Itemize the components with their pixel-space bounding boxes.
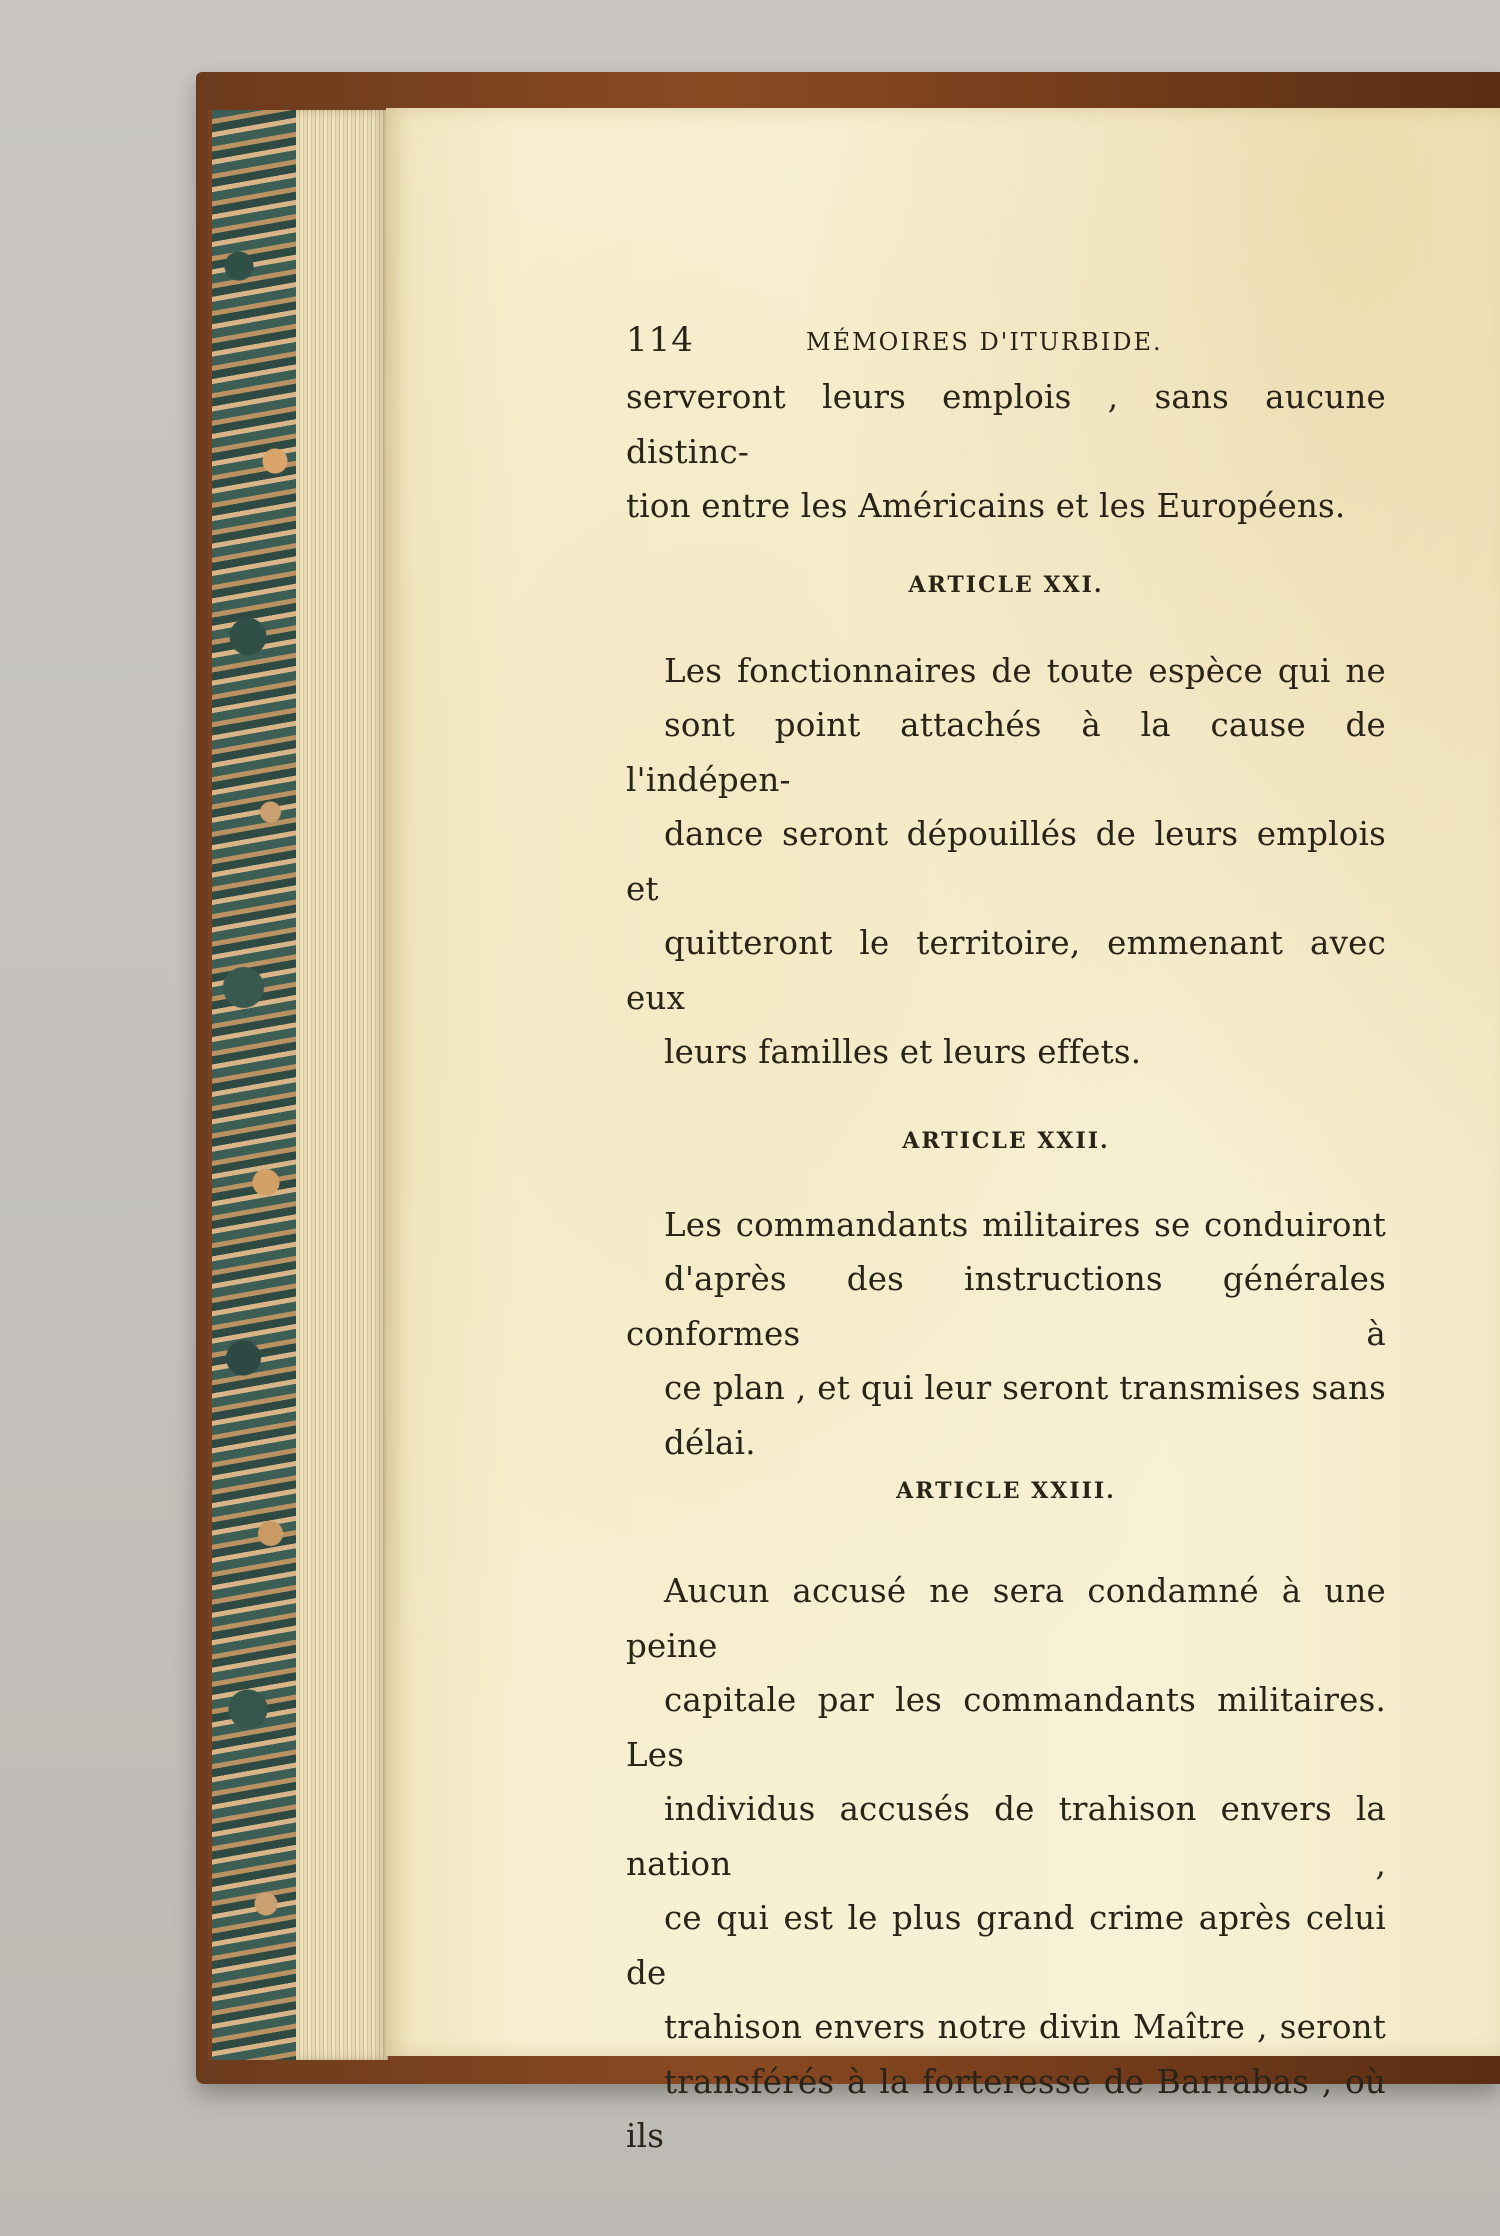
text-line: sont point attachés à la cause de l'indépen- [626, 706, 1386, 799]
text-line: délai. [664, 1423, 756, 1462]
text-line: ce plan , et qui leur seront transmises sans [664, 1369, 1386, 1407]
page [386, 108, 1500, 2155]
text-line: serveront leurs emplois , sans aucune distinc- [626, 378, 1386, 471]
text-line: leurs familles et leurs effets. [664, 1033, 1142, 1071]
marbled-endpaper [208, 110, 302, 2060]
page-number: 114 [626, 320, 694, 360]
text-line: tion entre les Américains et les Européens. [626, 487, 1346, 525]
page-edges [296, 110, 388, 2060]
continuation-paragraph [626, 370, 1386, 534]
text-line: individus accusés de trahison envers la nation , [626, 1790, 1386, 1883]
article-heading: ARTICLE XXII. [902, 1127, 1110, 1154]
text-line: trahison envers notre divin Maître , seront [664, 2008, 1386, 2046]
article-heading: ARTICLE XXIII. [896, 1478, 1116, 1504]
text-line: ce qui est le plus grand crime après celui de [626, 1899, 1386, 1992]
text-line: Les fonctionnaires de toute espèce qui ne [664, 651, 1386, 690]
text-line: d'après des instructions générales conformes à [626, 1260, 1386, 1353]
text-line: Les commandants militaires se conduiront [664, 1205, 1386, 1244]
text-line: transférés à la forteresse de Barrabas , où ils [626, 2062, 1386, 2155]
running-head [626, 320, 1386, 370]
text-line: capitale par les commandants militaires. Les [626, 1681, 1386, 1774]
running-title: MÉMOIRES D'ITURBIDE. [806, 328, 1163, 356]
text-block [626, 320, 1386, 2164]
article-paragraph [626, 1198, 1386, 1471]
article-paragraph [626, 1564, 1386, 2164]
text-line: Aucun accusé ne sera condamné à une peine [626, 1572, 1386, 1665]
text-line: quitteront le territoire, emmenant avec eux [626, 924, 1386, 1017]
article-heading: ARTICLE XXI. [908, 571, 1104, 598]
text-line: dance seront dépouillés de leurs emplois et [626, 815, 1386, 908]
article-paragraph [626, 644, 1386, 1080]
